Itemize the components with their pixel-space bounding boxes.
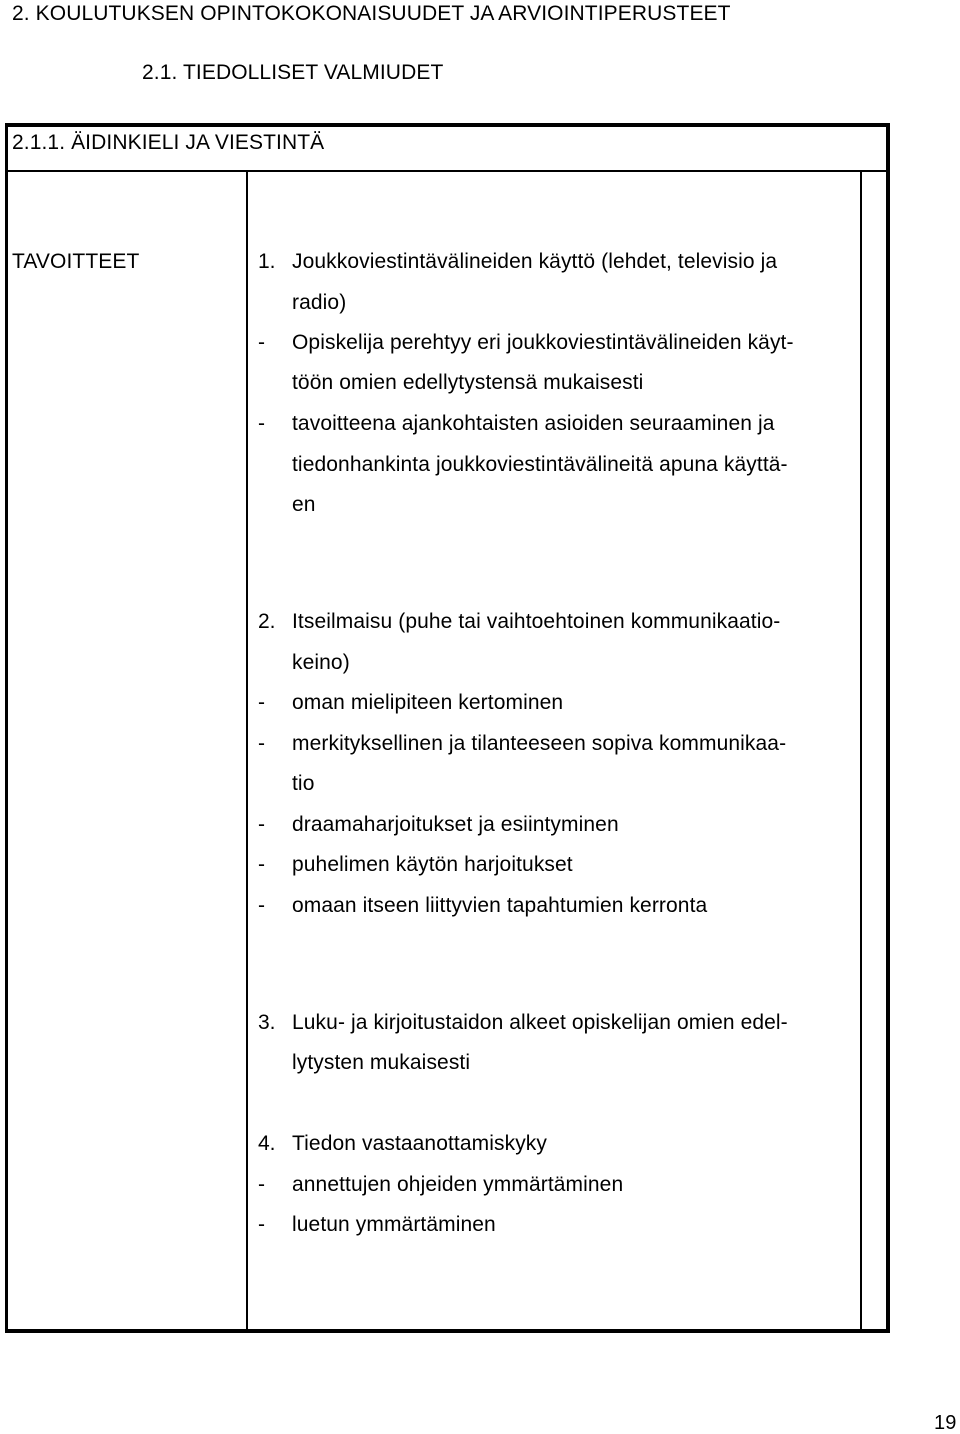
list-item-line: en xyxy=(292,493,316,516)
table-right-border xyxy=(886,123,890,1333)
goal-title-line: keino) xyxy=(292,651,350,674)
list-dash: - xyxy=(258,1173,265,1196)
section-title: 2. KOULUTUKSEN OPINTOKOKONAISUUDET JA ARVIOINTIPERUSTEET xyxy=(12,2,731,25)
list-dash: - xyxy=(258,732,265,755)
list-item-line: puhelimen käytön harjoitukset xyxy=(292,853,573,876)
goal-title-line: radio) xyxy=(292,291,347,314)
goal-number: 1. xyxy=(258,250,276,273)
subsubsection-title: 2.1.1. ÄIDINKIELI JA VIESTINTÄ xyxy=(12,131,325,154)
goal-title-line: Joukkoviestintävälineiden käyttö (lehdet, televisio ja xyxy=(292,250,778,273)
page-number: 19 xyxy=(934,1412,957,1434)
goal-title-line: Luku- ja kirjoitustaidon alkeet opiskelijan omien edel- xyxy=(292,1011,788,1034)
list-item-line: annettujen ohjeiden ymmärtäminen xyxy=(292,1173,624,1196)
list-item-line: merkityksellinen ja tilanteeseen sopiva kommunikaa- xyxy=(292,732,787,755)
list-dash: - xyxy=(258,691,265,714)
goal-number: 3. xyxy=(258,1011,276,1034)
goal-title-line: Itseilmaisu (puhe tai vaihtoehtoinen kommunikaatio- xyxy=(292,610,781,633)
list-item-line: tio xyxy=(292,772,315,795)
goal-title-line: Tiedon vastaanottamiskyky xyxy=(292,1132,548,1155)
goal-number: 2. xyxy=(258,610,276,633)
list-item-line: draamaharjoitukset ja esiintyminen xyxy=(292,813,619,836)
list-item-line: tiedonhankinta joukkoviestintävälineitä apuna käyttä- xyxy=(292,453,788,476)
list-dash: - xyxy=(258,331,265,354)
goal-title-line: lytysten mukaisesti xyxy=(292,1051,471,1074)
list-item-line: oman mielipiteen kertominen xyxy=(292,691,564,714)
table-bottom-border xyxy=(5,1329,890,1333)
table-left-border xyxy=(5,123,8,1333)
list-item-line: omaan itseen liittyvien tapahtumien kerronta xyxy=(292,894,708,917)
goals-label: TAVOITTEET xyxy=(12,250,140,273)
header-row-divider xyxy=(5,170,890,172)
list-item-line: tavoitteena ajankohtaisten asioiden seuraaminen ja xyxy=(292,412,775,435)
column-divider-1 xyxy=(246,170,248,1332)
list-dash: - xyxy=(258,412,265,435)
list-item-line: töön omien edellytystensä mukaisesti xyxy=(292,371,644,394)
list-item-line: luetun ymmärtäminen xyxy=(292,1213,496,1236)
subsection-title: 2.1. TIEDOLLISET VALMIUDET xyxy=(142,61,444,84)
table-top-border xyxy=(5,123,890,127)
column-divider-2 xyxy=(860,170,862,1332)
list-dash: - xyxy=(258,813,265,836)
list-item-line: Opiskelija perehtyy eri joukkoviestintävälineiden käyt- xyxy=(292,331,794,354)
list-dash: - xyxy=(258,853,265,876)
goal-number: 4. xyxy=(258,1132,276,1155)
list-dash: - xyxy=(258,1213,265,1236)
list-dash: - xyxy=(258,894,265,917)
